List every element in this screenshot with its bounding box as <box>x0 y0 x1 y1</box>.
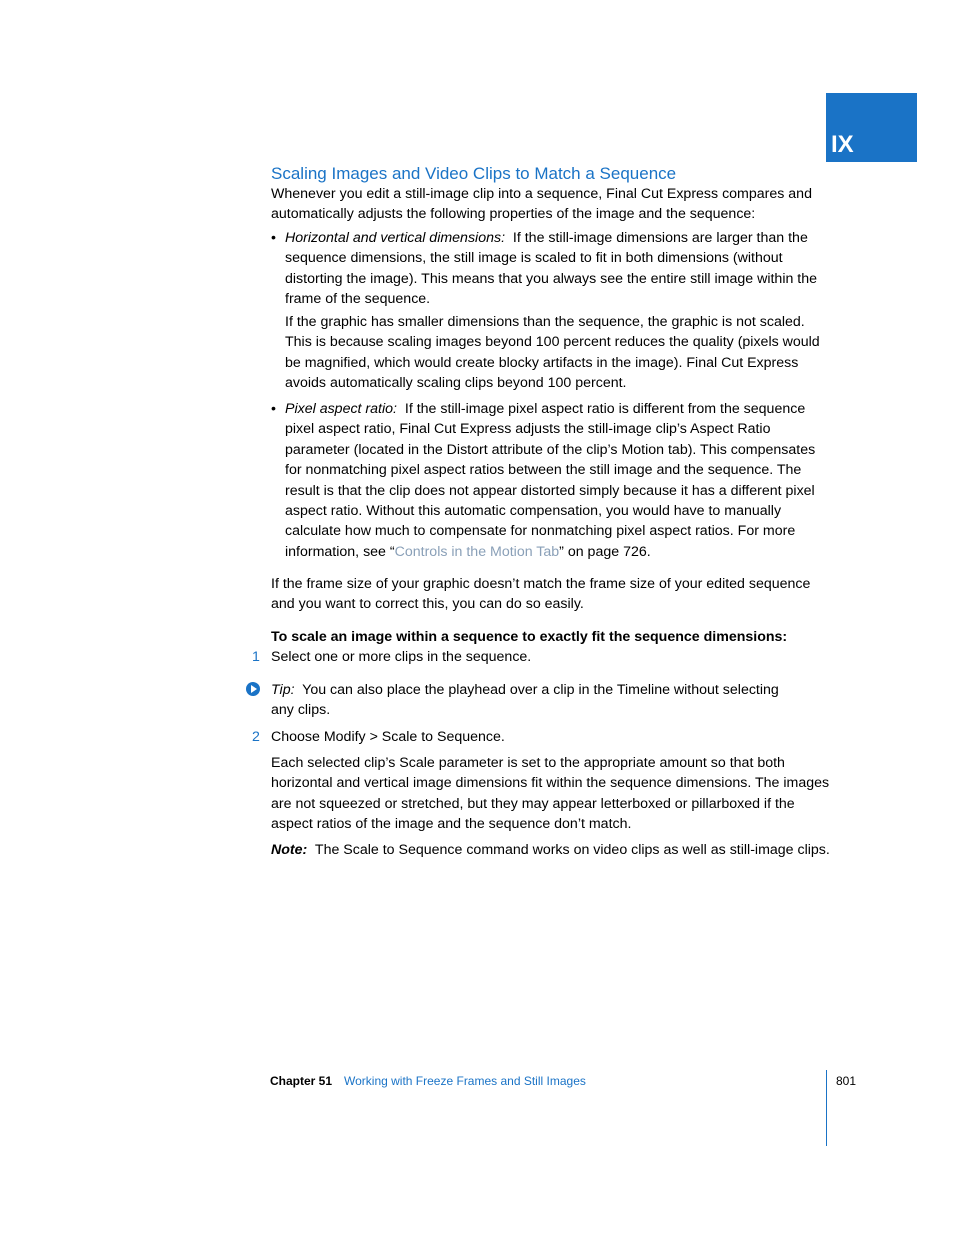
footer-page-number: 801 <box>836 1074 857 1088</box>
bullet-dimensions <box>285 228 830 310</box>
bullet-marker: • <box>271 230 276 246</box>
bullet-dimensions-text: If the still-image dimensions are larger than the sequence dimensions, the still image is scaled to fit in both dimensions (without distorting the image). This means that you always see the entire still image within the frame of the sequence. <box>285 230 818 308</box>
step-text: Choose Modify > Scale to Sequence. <box>271 729 505 745</box>
tip-text: You can also place the playhead over a clip in the Timeline without selecting any clips. <box>271 682 779 719</box>
task-heading: To scale an image within a sequence to exactly fit the sequence dimensions: <box>271 629 788 645</box>
tip-arrow-icon <box>246 682 260 696</box>
step-text: Select one or more clips in the sequence. <box>271 649 532 665</box>
motion-tab-link[interactable]: Controls in the Motion Tab <box>394 543 560 560</box>
footer-chapter-title[interactable]: Working with Freeze Frames and Still Images <box>344 1074 586 1088</box>
note-paragraph <box>271 840 851 860</box>
footer-chapter: Chapter 51 <box>270 1074 333 1088</box>
step-number: 1 <box>252 649 260 665</box>
footer-divider <box>826 1070 827 1146</box>
frame-size-paragraph: If the frame size of your graphic doesn’t match the frame size of your edited sequence and you want to correct this, you can do so easily. <box>271 576 811 613</box>
bullet-dimensions-extra: If the graphic has smaller dimensions than the sequence, the graphic is not scaled. This is because scaling images beyond 100 percent reduces the quality (pixels would be magnified, which would create blocky artifacts in the image). Final Cut Express avoids automatically scaling clips beyond 100 percent. <box>285 314 820 392</box>
note-text: The Scale to Sequence command works on video clips as well as still-image clips. <box>314 842 830 858</box>
result-paragraph: Each selected clip’s Scale parameter is set to the appropriate amount so that both horizontal and vertical image dimensions fit within the sequence dimensions. The images are not squeezed or stretched, but they may appear letterboxed or pillarboxed if the aspect ratios of the image and the sequence don’t match. <box>271 755 830 833</box>
step-number: 2 <box>252 729 260 745</box>
tip-label: Tip: <box>271 682 295 698</box>
bullet-aspect-ratio <box>285 399 830 562</box>
note-label: Note: <box>271 842 308 858</box>
bullet-marker: • <box>271 401 276 417</box>
section-title: Scaling Images and Video Clips to Match a Sequence <box>271 164 677 183</box>
bullet-dimensions-term: Horizontal and vertical dimensions: <box>285 230 506 246</box>
part-tab <box>826 93 917 162</box>
bullet-aspect-after-link: ” on page 726. <box>559 543 651 560</box>
tip-paragraph <box>271 680 801 721</box>
intro-paragraph: Whenever you edit a still-image clip into a sequence, Final Cut Express compares and automatically adjusts the following properties of the image and the sequence: <box>271 186 812 223</box>
bullet-aspect-text: If the still-image pixel aspect ratio is different from the sequence pixel aspect ratio, Final Cut Express adjusts the still-image clip’s Aspect Ratio parameter (located in the Distort attribute of the clip’s Motion tab). This compensates for nonmatching pixel aspect ratios between the still image and the sequence. The result is that the clip does not appear distorted simply because it has a different pixel aspect ratio. Without this automatic compensation, you would have to manually calculate how much to compensate for nonmatching pixel aspect ratios. For more information, see “ <box>285 401 816 560</box>
bullet-aspect-term: Pixel aspect ratio: <box>285 401 397 417</box>
part-tab-label: IX <box>831 131 854 158</box>
